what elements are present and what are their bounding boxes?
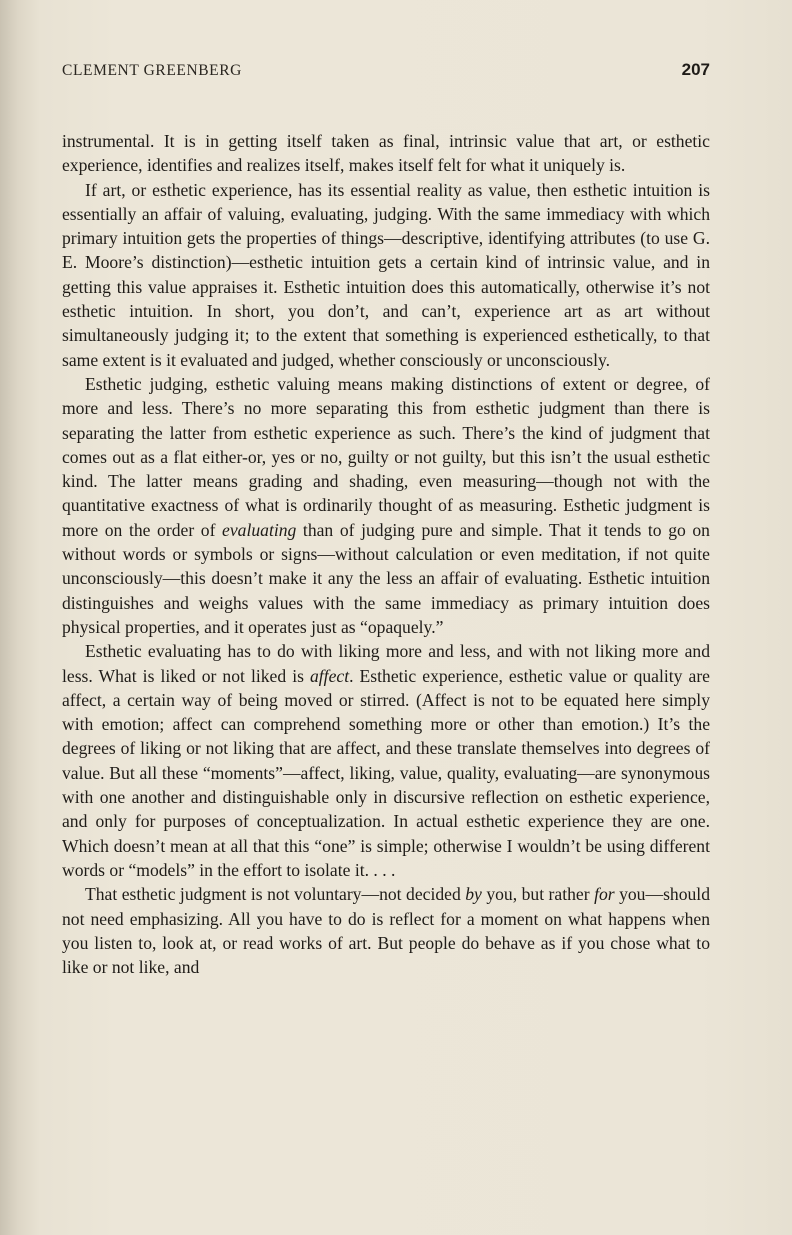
paragraph-5 (62, 882, 710, 979)
text-segment: Esthetic judging, esthetic valuing means making distinctions of extent or degree, of more and less. There’s no more separating this from esthetic judgment than there is separating the latter from esthetic experience as such. There’s the kind of judgment that comes out as a flat either-or, yes or no, guilty or not guilty, but this isn’t the usual esthetic kind. The latter means grading and shading, even measuring—though not with the quantitative exactness of what is ordinarily thought of as measuring. Esthetic judgment is more on the order of (62, 373, 710, 540)
paragraph-2 (62, 178, 710, 372)
text-segment: than of judging pure and simple. That it tends to go on without words or symbols or signs—without calculation or even meditation, if not quite unconsciously—this doesn’t make it any the less an affair of evaluating. Esthetic intuition distinguishes and weighs values with the same immediacy as primary intuition does physical properties, and it operates just as “opaquely.” (62, 519, 710, 637)
body-text (62, 129, 710, 979)
text-segment: Esthetic evaluating has to do with liking more and less, and with not liking more and less. What is liked or not liked is (62, 641, 710, 686)
text-segment: If art, or esthetic experience, has its essential reality as value, then esthetic intuition is essentially an affair of valuing, evaluating, judging. With the same immediacy with which primary intuition gets the properties of things—descriptive, identifying attributes (to use G. E. Moore’s distinction)—esthetic intuition gets a certain kind of intrinsic value, and in getting this value appraises it. Esthetic intuition does this automatically, otherwise it’s not esthetic intuition. In short, you don’t, and can’t, experience art as art without simultaneously judging it; to the extent that something is experienced esthetically, to that same extent is it evaluated and judged, whether consciously or unconsciously. (62, 179, 710, 370)
text-segment: That esthetic judgment is not voluntary—not decided (85, 884, 466, 905)
italic-segment: evaluating (222, 519, 297, 540)
page-number: 207 (681, 60, 710, 79)
italic-segment: by (465, 884, 482, 905)
running-head: CLEMENT GREENBERG (62, 62, 242, 79)
page-header (62, 62, 710, 86)
paragraph-4 (62, 639, 710, 882)
text-segment: you, but rather (481, 884, 595, 905)
text-segment: instrumental. It is in getting itself taken as final, intrinsic value that art, or esthetic experience, identifies and realizes itself, makes itself felt for what it uniquely is. (62, 131, 710, 176)
paragraph-1 (62, 129, 710, 178)
italic-segment: for (594, 884, 615, 905)
italic-segment: affect (310, 665, 350, 686)
paragraph-3 (62, 372, 710, 639)
text-segment: . Esthetic experience, esthetic value or quality are affect, a certain way of being moved or stirred. (Affect is not to be equated here simply with emotion; affect can comprehend something more or other than emotion.) It’s the degrees of liking or not liking that are affect, and these translate themselves into degrees of value. But all these “moments”—affect, liking, value, quality, evaluating—are synonymous with one another and distinguishable only in discursive reflection on esthetic experience, and only for purposes of conceptualization. In actual esthetic experience they are one. Which doesn’t mean at all that this “one” is simple; otherwise I wouldn’t be using different words or “models” in the effort to isolate it. . . . (62, 665, 710, 880)
text-segment: you—should not need emphasizing. All you have to do is reflect for a moment on what happens when you listen to, look at, or read works of art. But people do behave as if you chose what to like or not like, and (62, 884, 710, 978)
